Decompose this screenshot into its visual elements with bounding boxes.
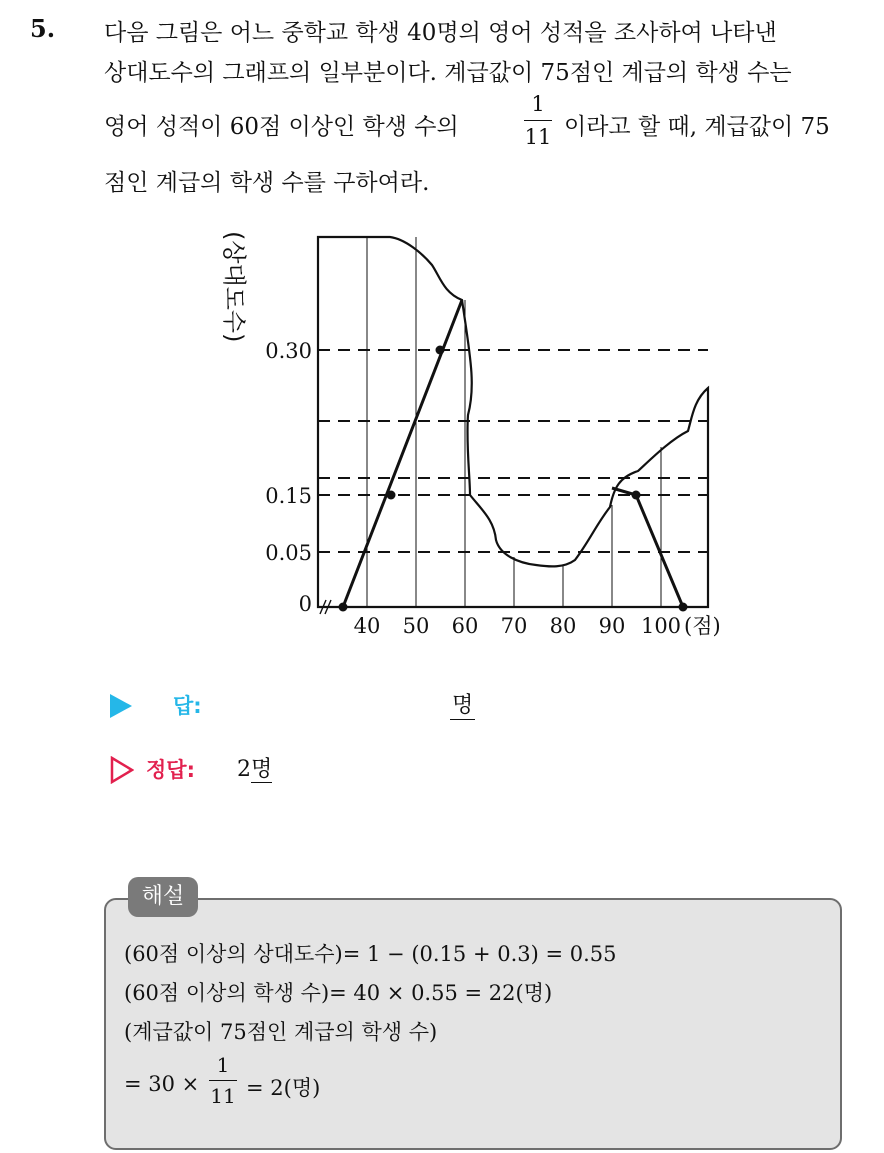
solution-fraction-bar xyxy=(209,1080,237,1081)
fraction-bar xyxy=(524,120,552,121)
solution-tag: 해설 xyxy=(128,877,198,917)
question-fraction xyxy=(520,90,556,151)
y-tick-0.05: 0.05 xyxy=(265,541,312,565)
outline-triangle-icon xyxy=(110,756,134,784)
answer-row xyxy=(110,688,610,724)
correct-answer-label: 정답: xyxy=(146,758,195,782)
solution-fraction-denominator: 11 xyxy=(210,1084,236,1108)
correct-answer-number: 2 xyxy=(237,757,251,782)
question-line-4: 점인 계급의 학생 수를 구하여라. xyxy=(104,170,430,196)
solution-line-2: (60점 이상의 학생 수)= 40 × 0.55 = 22(명) xyxy=(124,981,553,1005)
fraction-denominator: 11 xyxy=(524,125,552,149)
point-105-0 xyxy=(679,603,688,612)
x-tick-40: 40 xyxy=(353,614,381,638)
y-tick-0.30: 0.30 xyxy=(265,339,312,363)
point-95-015 xyxy=(632,491,641,500)
correct-answer-unit: 명 xyxy=(251,757,273,782)
x-axis-unit: (점) xyxy=(684,614,721,638)
point-35-0 xyxy=(339,603,348,612)
y-tick-0: 0 xyxy=(298,592,312,616)
point-45-015 xyxy=(387,491,396,500)
vertical-grid xyxy=(367,237,661,607)
question-number: 5. xyxy=(30,14,56,43)
x-tick-60: 60 xyxy=(451,614,479,638)
y-axis-label: (상대도수) xyxy=(220,231,248,343)
question-line-3a: 영어 성적이 60점 이상인 학생 수의 xyxy=(104,114,459,140)
answer-unit[interactable]: 명 xyxy=(450,688,475,720)
solution-fraction xyxy=(206,1052,240,1109)
solution-line-4-suffix: = 2(명) xyxy=(246,1076,321,1100)
question-line-2: 상대도수의 그래프의 일부분이다. 계급값이 75점인 계급의 학생 수는 xyxy=(104,60,792,86)
answer-label: 답: xyxy=(173,694,202,718)
solution-fraction-numerator: 1 xyxy=(216,1053,230,1077)
correct-answer-value xyxy=(237,752,272,783)
correct-answer-row xyxy=(110,752,610,788)
solution-line-4-prefix: = 30 × xyxy=(124,1072,200,1096)
y-tick-0.15: 0.15 xyxy=(265,484,312,508)
x-tick-100: 100 xyxy=(640,614,682,638)
solution-line-1: (60점 이상의 상대도수)= 1 − (0.15 + 0.3) = 0.55 xyxy=(124,942,617,966)
x-tick-70: 70 xyxy=(500,614,528,638)
x-tick-90: 90 xyxy=(598,614,626,638)
relative-frequency-graph xyxy=(200,215,760,655)
x-tick-80: 80 xyxy=(549,614,577,638)
point-55-030 xyxy=(436,346,445,355)
segment-left xyxy=(343,300,462,607)
x-tick-50: 50 xyxy=(402,614,430,638)
filled-triangle-icon xyxy=(110,694,132,718)
frequency-polygon xyxy=(343,300,683,607)
question-line-3b: 이라고 할 때, 계급값이 75 xyxy=(564,114,830,140)
solution-line-3: (계급값이 75점인 계급의 학생 수) xyxy=(124,1020,438,1044)
question-line-1: 다음 그림은 어느 중학교 학생 40명의 영어 성적을 조사하여 나타낸 xyxy=(104,20,777,46)
fraction-numerator: 1 xyxy=(531,92,545,116)
data-points xyxy=(339,346,688,612)
